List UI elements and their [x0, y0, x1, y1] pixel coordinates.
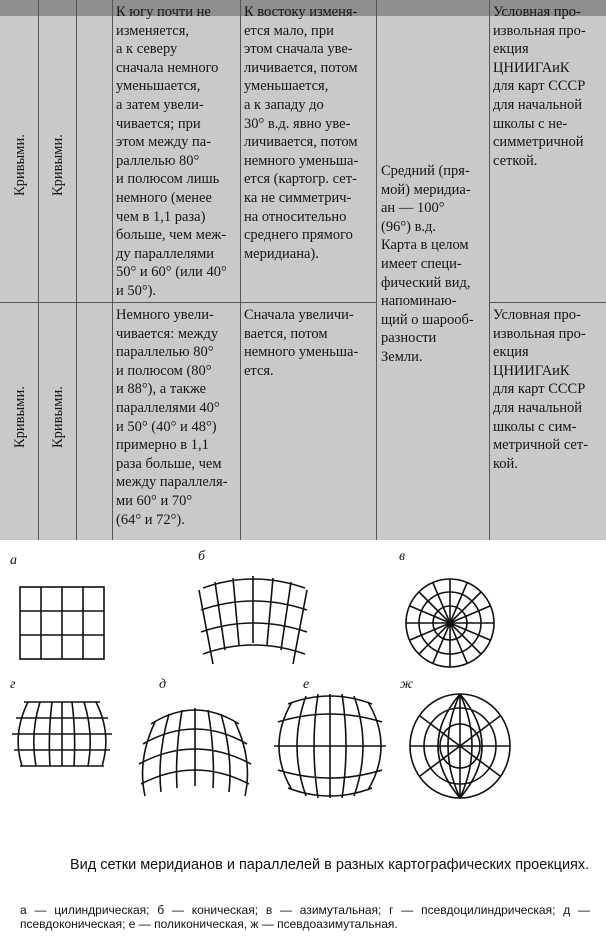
- caption-legend: а — цилиндрическая; б — коническая; в — азимутальная; г — псевдоцилиндрическая; д — псевдоконическая; е — поликоническая, ж — псевдоазимутальная.: [20, 903, 590, 931]
- row1-col1-vertical: Кривыми.: [12, 134, 28, 196]
- row1-col4-cell: К востоку изменя- ется мало, при этом сначала уве- личивается, потом уменьшается, а к западу до 30° в.д. явно уве- личивается, потом немного уменьша- ется (картогр. сет- ка не симметрич- на относительно среднего прямого меридиана).: [244, 4, 359, 262]
- cylindrical-grid-figure: [18, 585, 108, 663]
- column-divider: [376, 0, 377, 540]
- figure-label-v: в: [399, 549, 406, 564]
- pseudoazimuthal-grid-figure: [406, 690, 514, 802]
- caption-title: Вид сетки меридианов и параллелей в разных картографических проекциях.: [70, 857, 590, 873]
- pseudocylindrical-grid-figure: [8, 698, 116, 770]
- column-divider: [240, 0, 241, 540]
- row1-col6-cell: Условная про- извольная про- екция ЦНИИГАиК для карт СССР для начальной школы с не- симметричной сеткой.: [493, 4, 586, 169]
- row2-col1-vertical: Кривыми.: [12, 386, 28, 448]
- pseudoconic-grid-figure: [135, 700, 255, 800]
- figure-label-g: г: [10, 677, 16, 692]
- row1-col2-vertical: Кривыми.: [50, 134, 66, 196]
- row1-col3-cell: К югу почти не изменяется, а к северу сначала немного уменьшается, а затем увели- чивается; при этом между па- раллелью 80° и полюсом лишь немного (менее чем в 1,1 раза) больше, чем меж- ду параллелями 50° и 60° (или 40° и 50°).: [116, 4, 227, 299]
- figure-label-d: д: [159, 677, 167, 692]
- figure-label-b: б: [198, 549, 206, 564]
- row-divider: [489, 302, 606, 303]
- column-divider: [76, 0, 77, 540]
- row2-col3-cell: Немного увели- чивается: между параллелью 80° и полюсом (80° и 88°), а также параллелями 40° и 50° (40° и 48°) примерно в 1,1 раза больше, чем между параллеля- ми 60° и 70° (64° и 72°).: [116, 307, 228, 528]
- shared-col5-cell: Средний (пря- мой) меридиа- ан — 100° (96°) в.д. Карта в целом имеет специ- фический вид, напоминаю- щий о шарооб- разности Земли.: [381, 163, 474, 365]
- row2-col6-cell: Условная про- извольная про- екция ЦНИИГАиК для карт СССР для начальной школы с сим- метричной сет- кой.: [493, 307, 589, 472]
- column-divider: [38, 0, 39, 540]
- polyconic-grid-figure: [272, 688, 388, 804]
- conic-grid-figure: [193, 568, 313, 668]
- column-divider: [112, 0, 113, 540]
- column-divider: [489, 0, 490, 540]
- figure-label-a: а: [10, 553, 17, 568]
- figure-label-e: е: [303, 677, 310, 692]
- figure-label-zh: ж: [400, 677, 414, 692]
- row2-col4-cell: Сначала увеличи- вается, потом немного уменьша- ется.: [244, 307, 359, 379]
- row-divider: [0, 302, 376, 303]
- azimuthal-grid-figure: [402, 575, 498, 671]
- row2-col2-vertical: Кривыми.: [50, 386, 66, 448]
